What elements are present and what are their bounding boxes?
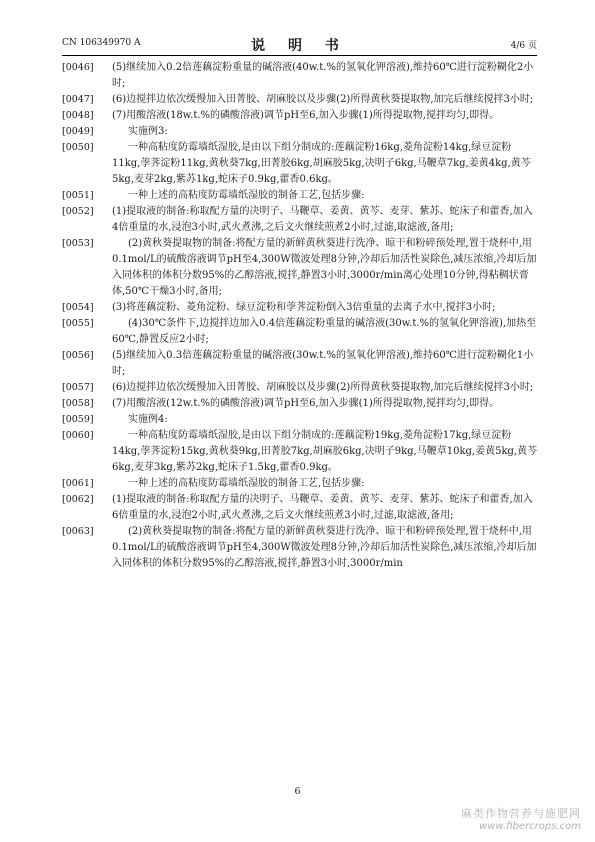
paragraph-text: (6)边搅拌边依次缓慢加入田菁胶、胡麻胶以及步骤(2)所得黄秋葵提取物,加完后继续搅拌3小时; xyxy=(112,382,534,393)
paragraph-text: (7)用酸溶液(12w.t.%的磷酸溶液)调节pH至6,加入步骤(1)所得提取物,搅拌均匀,即得。 xyxy=(112,398,500,409)
watermark xyxy=(461,805,581,832)
paragraph-text: (3)将莲藕淀粉、菱角淀粉、绿豆淀粉和荸荠淀粉倒入3倍重量的去离子水中,搅拌3小时; xyxy=(112,302,496,313)
page-header xyxy=(62,36,537,52)
paragraph xyxy=(62,412,538,428)
paragraph-number: [0056] xyxy=(62,350,94,361)
paragraph-number: [0046] xyxy=(62,62,94,73)
paragraph-number: [0062] xyxy=(62,494,94,505)
paragraph xyxy=(62,92,538,108)
paragraph-text: (5)继续加入0.2倍莲藕淀粉重量的碱溶液(40w.t.%的氢氧化钾溶液),维持60℃进行淀粉糊化2小时; xyxy=(112,62,534,89)
paragraph-number: [0058] xyxy=(62,398,94,409)
paragraph-number: [0053] xyxy=(62,238,94,249)
paragraph-text: (4)30℃条件下,边搅拌边加入0.4倍莲藕淀粉重量的碱溶液(30w.t.%的氢氧化钾溶液),加热至60℃,静置反应2小时; xyxy=(112,318,537,345)
paragraph-number: [0052] xyxy=(62,206,94,217)
publication-number: CN 106349970 A xyxy=(62,38,141,48)
paragraph-number: [0047] xyxy=(62,94,94,105)
paragraph xyxy=(62,204,538,236)
paragraph-number: [0057] xyxy=(62,382,94,393)
paragraph-text: (6)边搅拌边依次缓慢加入田菁胶、胡麻胶以及步骤(2)所得黄秋葵提取物,加完后继续搅拌3小时; xyxy=(112,94,534,105)
paragraph xyxy=(62,396,538,412)
paragraph-number: [0054] xyxy=(62,302,94,313)
document-body xyxy=(62,60,538,572)
watermark-site-name: 麻类作物营养与施肥网 xyxy=(461,807,581,820)
paragraph xyxy=(62,380,538,396)
paragraph xyxy=(62,188,538,204)
paragraph xyxy=(62,524,538,572)
paragraph-text: 一种高粘度防霉墙纸湿胶,是由以下组分制成的:莲藕淀粉19kg,菱角淀粉17kg,绿豆淀粉14kg,荸荠淀粉15kg,黄秋葵9kg,田菁胶7kg,胡麻胶6kg,决明子9kg,马鞭草10kg,姜黄5kg,黄芩6kg,麦芽3kg,紫苏2kg,蛇床子1.5kg,藿香0.9kg。 xyxy=(112,430,538,473)
paragraph xyxy=(62,60,538,92)
paragraph-text: 一种上述的高粘度防霉墙纸湿胶的制备工艺,包括步骤: xyxy=(128,478,365,489)
paragraph xyxy=(62,348,538,380)
paragraph-text: (2)黄秋葵提取物的制备:将配方量的新鲜黄秋葵进行洗净、晾干和粉碎预处理,置于烧杯中,用0.1mol/L的硫酸溶液调节pH至4,300W微波处理8分钟,冷却后加活性炭除色,减压浓缩,冷却后加入同体积的体积分数95%的乙醇溶液,搅拌,静置3小时,3000r/min离心处理10分钟,得粘稠状膏体,50℃干燥3小时,备用; xyxy=(112,238,537,297)
page-reference: 4/6 页 xyxy=(510,41,537,51)
paragraph xyxy=(62,108,538,124)
paragraph xyxy=(62,124,538,140)
paragraph-number: [0055] xyxy=(62,318,94,329)
paragraph xyxy=(62,140,538,188)
paragraph-number: [0048] xyxy=(62,110,94,121)
paragraph xyxy=(62,476,538,492)
paragraph-number: [0050] xyxy=(62,142,94,153)
paragraph-text: 实施例4: xyxy=(128,414,168,425)
paragraph-text: (5)继续加入0.3倍莲藕淀粉重量的碱溶液(30w.t.%的氢氧化钾溶液),维持60℃进行淀粉糊化1小时; xyxy=(112,350,534,377)
paragraph-number: [0060] xyxy=(62,430,94,441)
paragraph xyxy=(62,428,538,476)
document-title: 说 明 书 xyxy=(251,38,348,54)
paragraph-text: 实施例3: xyxy=(128,126,168,137)
paragraph-text: 一种上述的高粘度防霉墙纸湿胶的制备工艺,包括步骤: xyxy=(128,190,365,201)
paragraph-text: (1)提取液的制备:称取配方量的决明子、马鞭草、姜黄、黄芩、麦芽、紫苏、蛇床子和藿香,加入4倍重量的水,浸泡3小时,武火煮沸,之后文火继续煎煮2小时,过滤,取滤液,备用; xyxy=(112,206,533,233)
paragraph-text: (1)提取液的制备:称取配方量的决明子、马鞭草、姜黄、黄芩、麦芽、紫苏、蛇床子和藿香,加入6倍重量的水,浸泡2小时,武火煮沸,之后文火继续煎煮3小时,过滤,取滤液,备用; xyxy=(112,494,533,521)
watermark-url: www.fibercrops.com xyxy=(479,821,581,832)
paragraph-text: (2)黄秋葵提取物的制备:将配方量的新鲜黄秋葵进行洗净、晾干和粉碎预处理,置于烧杯中,用0.1mol/L的硫酸溶液调节pH至4,300W微波处理8分钟,冷却后加活性炭除色,减压浓缩,冷却后加入同体积的体积分数95%的乙醇溶液,搅拌,静置3小时,3000r/min xyxy=(112,526,537,569)
paragraph xyxy=(62,300,538,316)
paragraph-number: [0061] xyxy=(62,478,94,489)
header-rule xyxy=(62,55,537,56)
paragraph xyxy=(62,316,538,348)
paragraph xyxy=(62,236,538,300)
paragraph xyxy=(62,492,538,524)
page-number: 6 xyxy=(294,786,301,797)
paragraph-number: [0049] xyxy=(62,126,94,137)
paragraph-text: 一种高粘度防霉墙纸湿胶,是由以下组分制成的:莲藕淀粉16kg,菱角淀粉14kg,绿豆淀粉11kg,荸荠淀粉11kg,黄秋葵7kg,田菁胶6kg,胡麻胶5kg,决明子6kg,马鞭草7kg,姜黄4kg,黄芩5kg,麦芽2kg,紫苏1kg,蛇床子0.9kg,藿香0.6kg。 xyxy=(112,142,531,185)
paragraph-number: [0063] xyxy=(62,526,94,537)
paragraph-text: (7)用酸溶液(18w.t.%的磷酸溶液)调节pH至6,加入步骤(1)所得提取物,搅拌均匀,即得。 xyxy=(112,110,500,121)
paragraph-number: [0059] xyxy=(62,414,94,425)
paragraph-number: [0051] xyxy=(62,190,94,201)
